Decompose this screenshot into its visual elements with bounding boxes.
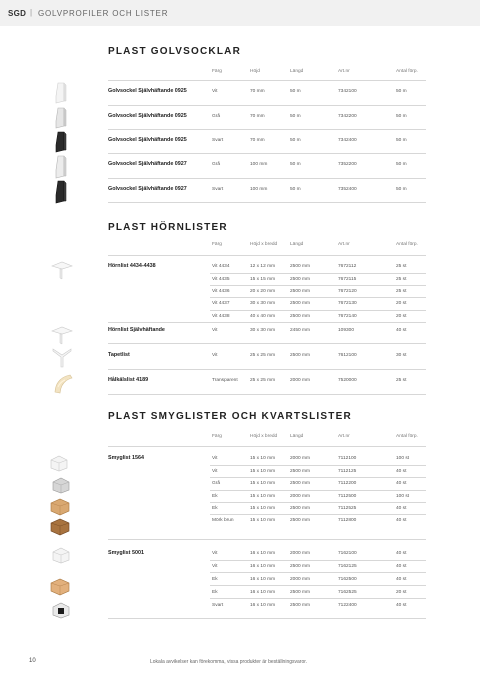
row-divider <box>108 322 426 323</box>
cell-size: 16 x 10 mm <box>250 551 276 556</box>
cell-color: Svart <box>212 187 224 192</box>
cell-artnr: 7672112 <box>338 264 357 269</box>
cell-size: 15 x 10 mm <box>250 518 276 523</box>
cell-color: Vit <box>212 469 218 474</box>
section-title-golvsocklar: PLAST GOLVSOCKLAR <box>108 46 241 57</box>
cell-qty: 30 st <box>396 353 407 358</box>
cell-color: Vit 4434 <box>212 264 230 269</box>
cell-size: 25 x 25 mm <box>250 353 276 358</box>
cell-color: Vit 4436 <box>212 289 230 294</box>
cell-artnr: 7672130 <box>338 301 357 306</box>
cell-artnr: 7520000 <box>338 378 357 383</box>
row-divider <box>210 273 426 274</box>
cell-qty: 50 m <box>396 138 407 143</box>
cell-length: 2500 mm <box>290 481 310 486</box>
cell-height: 70 mm <box>250 138 265 143</box>
row-divider <box>210 297 426 298</box>
cell-length: 2000 mm <box>290 551 310 556</box>
cell-length: 50 m <box>290 162 301 167</box>
cell-height: 100 mm <box>250 162 268 167</box>
cell-size: 16 x 10 mm <box>250 564 276 569</box>
cell-color: Vit <box>212 89 218 94</box>
row-divider <box>210 465 426 466</box>
oak-smyglist-icon <box>48 496 72 516</box>
cell-artnr: 7672140 <box>338 314 357 319</box>
row-divider <box>210 598 426 599</box>
col-head-artnr: Art.nr <box>338 242 350 247</box>
cell-artnr: 7112100 <box>338 456 357 461</box>
cell-color: Mörk brun <box>212 518 234 523</box>
white-smyglist-icon <box>50 546 72 564</box>
cell-height: 70 mm <box>250 114 265 119</box>
cell-qty: 50 m <box>396 187 407 192</box>
black-skirting-icon <box>53 180 69 204</box>
cell-qty: 50 m <box>396 89 407 94</box>
cell-artnr: 7342400 <box>338 138 357 143</box>
cell-artnr: 7352200 <box>338 162 357 167</box>
col-head-hojd-bredd: Höjd x bredd <box>250 434 278 439</box>
cell-artnr: 109300 <box>338 328 355 333</box>
cell-qty: 40 st <box>396 603 407 608</box>
page-number: 10 <box>29 658 36 664</box>
cell-artnr: 7112125 <box>338 469 357 474</box>
cell-color: Vit <box>212 564 218 569</box>
cell-artnr: 7672115 <box>338 277 357 282</box>
col-head-farg: Färg <box>212 69 222 74</box>
cell-height: 70 mm <box>250 89 265 94</box>
cell-size: 16 x 10 mm <box>250 603 276 608</box>
cell-size: 30 x 30 mm <box>250 301 276 306</box>
cell-color: Ek <box>212 590 218 595</box>
cell-size: 12 x 12 mm <box>250 264 276 269</box>
cell-size: 15 x 10 mm <box>250 456 276 461</box>
cell-size: 16 x 10 mm <box>250 577 276 582</box>
cell-qty: 25 st <box>396 378 407 383</box>
white-corner-profile-icon <box>50 325 74 345</box>
cell-artnr: 7162100 <box>338 551 357 556</box>
row-divider <box>210 502 426 503</box>
cell-size: 20 x 20 mm <box>250 289 276 294</box>
cell-length: 2500 mm <box>290 590 310 595</box>
col-head-langd: Längd <box>290 434 304 439</box>
col-head-artnr: Art.nr <box>338 434 350 439</box>
cell-length: 2450 mm <box>290 328 310 333</box>
header-title: GOLVPROFILER OCH LISTER <box>38 9 169 18</box>
cell-qty: 20 st <box>396 590 407 595</box>
product-name: Golvsockel Självhäftande 0925 <box>108 137 187 143</box>
cell-color: Vit 4435 <box>212 277 230 282</box>
row-divider <box>108 202 426 203</box>
col-head-antal: Antal förp. <box>396 434 418 439</box>
cell-size: 30 x 30 mm <box>250 328 276 333</box>
cell-length: 2500 mm <box>290 353 310 358</box>
cell-color: Vit <box>212 551 218 556</box>
col-head-farg: Färg <box>212 242 222 247</box>
cell-size: 15 x 15 mm <box>250 277 276 282</box>
cell-artnr: 7612100 <box>338 353 357 358</box>
product-name: Tapetlist <box>108 352 130 358</box>
cell-color: Grå <box>212 481 220 486</box>
white-smyglist-icon <box>47 452 71 472</box>
cell-artnr: 7122400 <box>338 603 357 608</box>
row-divider <box>108 343 426 344</box>
col-head-langd: Längd <box>290 69 304 74</box>
white-wallpaper-list-icon <box>50 346 74 368</box>
product-name: Golvsockel Självhäftande 0925 <box>108 88 187 94</box>
col-head-farg: Färg <box>212 434 222 439</box>
product-name: Hörnlist Självhäftande <box>108 327 165 333</box>
row-divider <box>108 369 426 370</box>
col-head-antal: Antal förp. <box>396 242 418 247</box>
cell-artnr: 7112200 <box>338 481 357 486</box>
grey-skirting-icon <box>53 107 69 129</box>
cell-qty: 25 st <box>396 264 407 269</box>
cell-qty: 25 st <box>396 277 407 282</box>
row-divider <box>108 178 426 179</box>
black-skirting-icon <box>53 131 69 153</box>
white-corner-profile-icon <box>50 258 74 280</box>
cell-length: 50 m <box>290 138 301 143</box>
cell-qty: 40 st <box>396 328 407 333</box>
transparent-cove-icon <box>52 372 74 394</box>
cell-color: Ek <box>212 577 218 582</box>
cell-size: 15 x 10 mm <box>250 469 276 474</box>
section-title-smyglister: PLAST SMYGLISTER OCH KVARTSLISTER <box>108 411 352 422</box>
row-divider <box>210 514 426 515</box>
header-separator: | <box>30 8 33 17</box>
row-divider <box>210 572 426 573</box>
cell-qty: 40 st <box>396 577 407 582</box>
cell-artnr: 7352400 <box>338 187 357 192</box>
cell-qty: 40 st <box>396 518 407 523</box>
row-divider <box>108 446 426 447</box>
cell-qty: 100 st <box>396 456 410 461</box>
row-divider <box>108 539 426 540</box>
cell-length: 2000 mm <box>290 577 310 582</box>
cell-color: Grå <box>212 162 220 167</box>
product-name: Hålkälslist 4189 <box>108 377 149 383</box>
cell-artnr: 7162125 <box>338 564 357 569</box>
cell-color: Svart <box>212 138 224 143</box>
cell-size: 15 x 10 mm <box>250 481 276 486</box>
cell-color: Ek <box>212 506 218 511</box>
cell-color: Transparent <box>212 378 238 383</box>
cell-length: 2500 mm <box>290 301 310 306</box>
cell-qty: 50 m <box>396 162 407 167</box>
cell-color: Vit 4438 <box>212 314 230 319</box>
cell-length: 2000 mm <box>290 494 310 499</box>
cell-size: 15 x 10 mm <box>250 506 276 511</box>
cell-artnr: 7112800 <box>338 518 357 523</box>
cell-qty: 40 st <box>396 469 407 474</box>
product-name: Smyglist 5001 <box>108 550 144 556</box>
cell-length: 2500 mm <box>290 289 310 294</box>
dark-brown-smyglist-icon <box>48 516 72 536</box>
cell-color: Ek <box>212 494 218 499</box>
product-name: Smyglist 1564 <box>108 455 144 461</box>
cell-color: Vit <box>212 456 218 461</box>
cell-size: 25 x 25 mm <box>250 378 276 383</box>
cell-length: 2500 mm <box>290 469 310 474</box>
product-name: Golvsockel Självhäftande 0925 <box>108 113 187 119</box>
cell-length: 2500 mm <box>290 277 310 282</box>
cell-artnr: 7112500 <box>338 494 357 499</box>
cell-artnr: 7672120 <box>338 289 357 294</box>
cell-color: Vit <box>212 328 218 333</box>
cell-artnr: 7162500 <box>338 577 357 582</box>
cell-qty: 40 st <box>396 481 407 486</box>
cell-length: 2500 mm <box>290 518 310 523</box>
row-divider <box>108 105 426 106</box>
cell-length: 2500 mm <box>290 603 310 608</box>
cell-qty: 25 st <box>396 289 407 294</box>
cell-size: 16 x 10 mm <box>250 590 276 595</box>
footer-note: Lokala avvikelser kan förekomma, vissa produkter är beställningsvaror. <box>150 659 308 665</box>
row-divider <box>108 153 426 154</box>
cell-artnr: 7342100 <box>338 89 357 94</box>
cell-artnr: 7342200 <box>338 114 357 119</box>
brand-logo: SGD <box>8 9 27 18</box>
product-name: Golvsockel Självhäftande 0927 <box>108 186 187 192</box>
cell-color: Svart <box>212 603 224 608</box>
col-head-langd: Längd <box>290 242 304 247</box>
product-name: Golvsockel Självhäftande 0927 <box>108 161 187 167</box>
grey-skirting-icon <box>53 155 69 179</box>
cell-qty: 40 st <box>396 506 407 511</box>
row-divider <box>108 394 426 395</box>
cell-length: 2500 mm <box>290 314 310 319</box>
black-smyglist-icon <box>50 601 72 619</box>
cell-length: 50 m <box>290 114 301 119</box>
header-bar <box>0 0 480 26</box>
cell-color: Vit 4437 <box>212 301 230 306</box>
white-skirting-icon <box>53 82 69 104</box>
row-divider <box>210 285 426 286</box>
cell-color: Vit <box>212 353 218 358</box>
cell-size: 40 x 40 mm <box>250 314 276 319</box>
cell-height: 100 mm <box>250 187 268 192</box>
row-divider <box>108 80 426 81</box>
cell-qty: 20 st <box>396 301 407 306</box>
col-head-artnr: Art.nr <box>338 69 350 74</box>
cell-qty: 100 st <box>396 494 410 499</box>
oak-smyglist-icon <box>48 576 72 596</box>
row-divider <box>210 490 426 491</box>
cell-length: 50 m <box>290 89 301 94</box>
col-head-antal: Antal förp. <box>396 69 418 74</box>
row-divider <box>108 129 426 130</box>
cell-length: 2500 mm <box>290 506 310 511</box>
grey-smyglist-icon <box>50 476 72 494</box>
product-name: Hörnlist 4434-4438 <box>108 263 156 269</box>
cell-length: 2000 mm <box>290 378 310 383</box>
section-title-hornlister: PLAST HÖRNLISTER <box>108 222 228 233</box>
row-divider <box>210 585 426 586</box>
cell-artnr: 7162525 <box>338 590 357 595</box>
cell-length: 2500 mm <box>290 564 310 569</box>
row-divider <box>108 255 426 256</box>
cell-color: Grå <box>212 114 220 119</box>
row-divider <box>210 477 426 478</box>
cell-length: 50 m <box>290 187 301 192</box>
row-divider <box>210 560 426 561</box>
cell-qty: 50 m <box>396 114 407 119</box>
row-divider <box>108 618 426 619</box>
cell-length: 2000 mm <box>290 456 310 461</box>
row-divider <box>210 310 426 311</box>
cell-artnr: 7112525 <box>338 506 357 511</box>
col-head-hojd: Höjd <box>250 69 260 74</box>
cell-qty: 20 st <box>396 314 407 319</box>
col-head-hojd-bredd: Höjd x bredd <box>250 242 278 247</box>
cell-qty: 40 st <box>396 551 407 556</box>
cell-length: 2500 mm <box>290 264 310 269</box>
cell-size: 15 x 10 mm <box>250 494 276 499</box>
cell-qty: 40 st <box>396 564 407 569</box>
